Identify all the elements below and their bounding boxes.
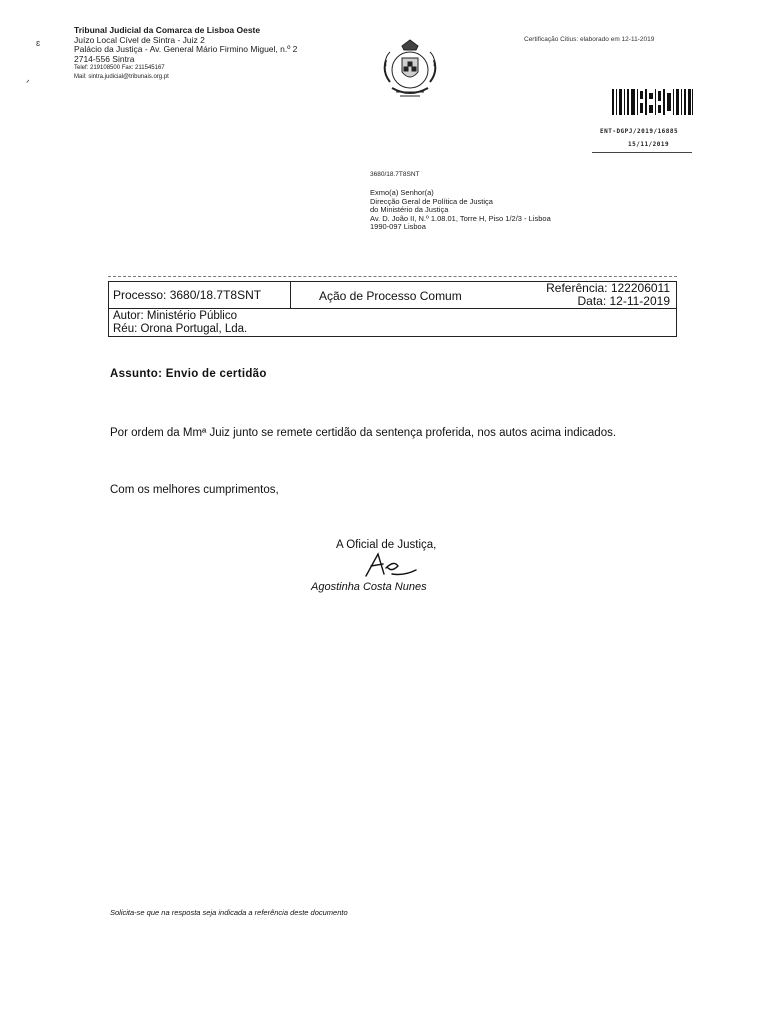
registration-entry: ENT-DGPJ/2019/16885: [600, 128, 679, 135]
process-table: [108, 281, 677, 337]
process-reference-block: [546, 282, 670, 308]
closing-line: Com os melhores cumprimentos,: [110, 484, 279, 496]
court-phone: Telef: 219108500 Fax: 211545167: [74, 65, 165, 72]
scan-mark: ᐟ: [26, 78, 30, 88]
court-email: Mail: sintra.judicial@tribunais.org.pt: [74, 74, 169, 81]
divider: [108, 276, 677, 277]
addressee-line: do Ministério da Justiça: [370, 205, 449, 215]
process-author: Autor: Ministério Público: [113, 310, 237, 322]
addressee-line: Av. D. João II, N.º 1.08.01, Torre H, Piso 1/2/3 - Lisboa: [370, 213, 551, 223]
registration-date: 15/11/2019: [628, 141, 670, 148]
court-address-line2: 2714-556 Sintra: [74, 53, 135, 64]
footer-note: Solicita-se que na resposta seja indicada a referência deste documento: [110, 908, 348, 917]
process-type: Ação de Processo Comum: [319, 289, 462, 303]
court-address-line1: Palácio da Justiça - Av. General Mário Firmino Miguel, n.º 2: [74, 44, 298, 55]
divider: [592, 152, 692, 153]
addressee-line: Direcção Geral de Política de Justiça: [370, 196, 493, 206]
process-defendant: Réu: Orona Portugal, Lda.: [113, 323, 248, 335]
addressee-block: [370, 189, 551, 232]
court-juizo: Juízo Local Cível de Sintra - Juiz 2: [74, 34, 205, 45]
reference-code: 3680/18.7T8SNT: [370, 171, 420, 178]
process-date: Data: 12-11-2019: [577, 294, 670, 308]
body-paragraph: Por ordem da Mmª Juiz junto se remete certidão da sentença proferida, nos autos acima indicados.: [110, 427, 617, 439]
court-name: Tribunal Judicial da Comarca de Lisboa Oeste: [74, 25, 261, 35]
addressee-line: 1990-097 Lisboa: [370, 222, 426, 232]
coat-of-arms-icon: [380, 38, 440, 100]
subject-line: Assunto: Envio de certidão: [110, 368, 267, 380]
barcode-icon: [612, 89, 694, 115]
process-reference: Referência: 122206011: [546, 281, 670, 295]
addressee-salutation: Exmo(a) Senhor(a): [370, 188, 434, 197]
signature-title: A Oficial de Justiça,: [336, 539, 437, 551]
handwritten-signature: [362, 550, 418, 580]
process-table-header-row: [109, 282, 676, 309]
certification-line: Certificação Citius: elaborado em 12-11-2019: [524, 36, 655, 43]
signatory-name: Agostinha Costa Nunes: [311, 581, 427, 593]
court-header: [74, 26, 297, 82]
process-number: Processo: 3680/18.7T8SNT: [109, 282, 291, 308]
scan-mark: ɛ: [36, 38, 41, 48]
